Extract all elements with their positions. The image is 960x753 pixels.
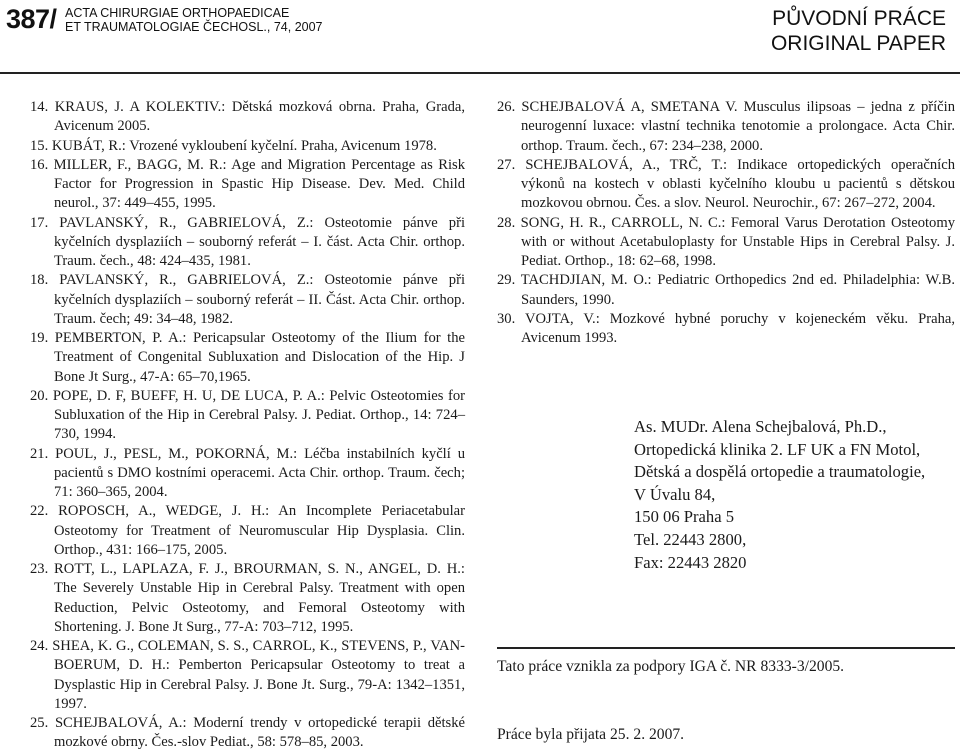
footnote-divider <box>497 647 955 649</box>
journal-title-line-2: ET TRAUMATOLOGIAE ČECHOSL., 74, 2007 <box>65 20 323 34</box>
references-right-column <box>497 98 955 348</box>
address-street: V Úvalu 84, <box>634 484 716 504</box>
address-department: Dětská a dospělá ortopedie a traumatologie, <box>634 462 926 482</box>
section-label-english: ORIGINAL PAPER <box>770 32 946 55</box>
reference-29: 29. TACHDJIAN, M. O.: Pediatric Orthopedics 2nd ed. Philadelphia: W.B. Saunders, 1990. <box>497 272 955 308</box>
funding-note: Tato práce vznikla za podpory IGA č. NR 8333-3/2005. <box>497 658 845 675</box>
reference-15: 15. KUBÁT, R.: Vrozené vykloubení kyčelní. Praha, Avicenum 1978. <box>30 137 437 154</box>
address-phone: Tel. 22443 2800, <box>634 529 747 549</box>
acceptance-date: Práce byla přijata 25. 2. 2007. <box>497 726 685 743</box>
section-label-czech: PŮVODNÍ PRÁCE <box>772 7 946 30</box>
journal-title-line-1: ACTA CHIRURGIAE ORTHOPAEDICAE <box>65 6 290 20</box>
reference-30: 30. VOJTA, V.: Mozkové hybné poruchy v kojeneckém věku. Praha, Avicenum 1993. <box>497 310 955 346</box>
author-name: As. MUDr. Alena Schejbalová, Ph.D., <box>634 417 887 436</box>
reference-27: 27. SCHEJBALOVÁ, A., TRČ, T.: Indikace ortopedických operačních výkonů na kostech v oblasti kyčelního kloubu u pacientů s dětskou mozkovou obrnou. Čes. a slov. Neurol. Neurochir., 67: 267–272, 2004. <box>497 156 955 212</box>
reference-22: 22. ROPOSCH, A., WEDGE, J. H.: An Incomplete Periacetabular Osteotomy for Treatment of Neuromuscular Hip Dysplasia. Clin. Orthop., 431: 166–175, 2005. <box>30 503 465 558</box>
reference-20: 20. POPE, D. F, BUEFF, H. U, DE LUCA, P. A.: Pelvic Osteotomies for Subluxation of the Hip in Cerebral Palsy. J. Pediat. Orthop., 14: 724–730, 1994. <box>30 387 465 443</box>
journal-title <box>65 6 323 34</box>
reference-16: 16. MILLER, F., BAGG, M. R.: Age and Migration Percentage as Risk Factor for Progression in Spastic Hip Disease. Dev. Med. Child neurol., 37: 449–455, 1995. <box>30 156 465 212</box>
reference-28: 28. SONG, H. R., CARROLL, N. C.: Femoral Varus Derotation Osteotomy with or without Acetabuloplasty for Unstable Hips in Cerebral Palsy. J. Pediat. Orthop., 18: 62–68, 1998. <box>497 214 955 269</box>
reference-24: 24. SHEA, K. G., COLEMAN, S. S., CARROL, K., STEVENS, P., VAN-BOERUM, D. H.: Pemberton Pericapsular Osteotomy to treat a Dysplastic Hip in Cerebral Palsy. J. Bone Jt. Surg., 79-A: 1342–1351, 1997. <box>30 638 465 712</box>
address-city: 150 06 Praha 5 <box>634 507 735 527</box>
reference-14: 14. KRAUS, J. A KOLEKTIV.: Dětská mozková obrna. Praha, Grada, Avicenum 2005. <box>30 99 465 135</box>
section-label <box>771 6 946 56</box>
page-number: 387/ <box>6 4 57 34</box>
reference-23: 23. ROTT, L., LAPLAZA, F. J., BROURMAN, S. N., ANGEL, D. H.: The Severely Unstable Hip in Cerebral Palsy. Treatment with open Reduction, Pelvic Osteotomy, and Femoral Osteotomy with Shortening. J. Bone Jt Surg., 77-A: 703–712, 1995. <box>30 561 465 635</box>
reference-19: 19. PEMBERTON, P. A.: Pericapsular Osteotomy of the Ilium for the Treatment of Congenital Subluxation and Dislocation of the Hip. J Bone Jt Surg., 47-A: 65–70,1965. <box>30 330 465 385</box>
reference-21: 21. POUL, J., PESL, M., POKORNÁ, M.: Léčba instabilních kyčlí u pacientů s DMO kostními operacemi. Acta Chir. orthop. Traum. čech; 71: 360–365, 2004. <box>30 445 465 500</box>
header-divider <box>0 72 960 74</box>
author-address <box>634 416 925 574</box>
page-header <box>0 0 960 70</box>
reference-25: 25. SCHEJBALOVÁ, A.: Moderní trendy v ortopedické terapii dětské mozkové obrny. Čes.-slov Pediat., 58: 578–85, 2003. <box>30 715 465 751</box>
reference-17: 17. PAVLANSKÝ, R., GABRIELOVÁ, Z.: Osteotomie pánve při kyčelních dysplaziích – souborný referát – I. část. Acta Chir. orthop. Traum. čech., 48: 424–435, 1981. <box>30 214 465 269</box>
reference-18: 18. PAVLANSKÝ, R., GABRIELOVÁ, Z.: Osteotomie pánve při kyčelních dysplaziích – souborný referát – II. Část. Acta Chir. orthop. Traum. čech; 49: 34–48, 1982. <box>30 272 465 327</box>
references-left-column <box>30 98 465 753</box>
reference-26: 26. SCHEJBALOVÁ A, SMETANA V. Musculus ilipsoas – jedna z příčin neurogenní luxace: vlastní technika tenotomie a prolongace. Acta Chir. orthop. Traum. čech., 67: 234–238, 2000. <box>497 99 955 154</box>
address-fax: Fax: 22443 2820 <box>634 552 747 572</box>
address-clinic: Ortopedická klinika 2. LF UK a FN Motol, <box>634 439 921 459</box>
